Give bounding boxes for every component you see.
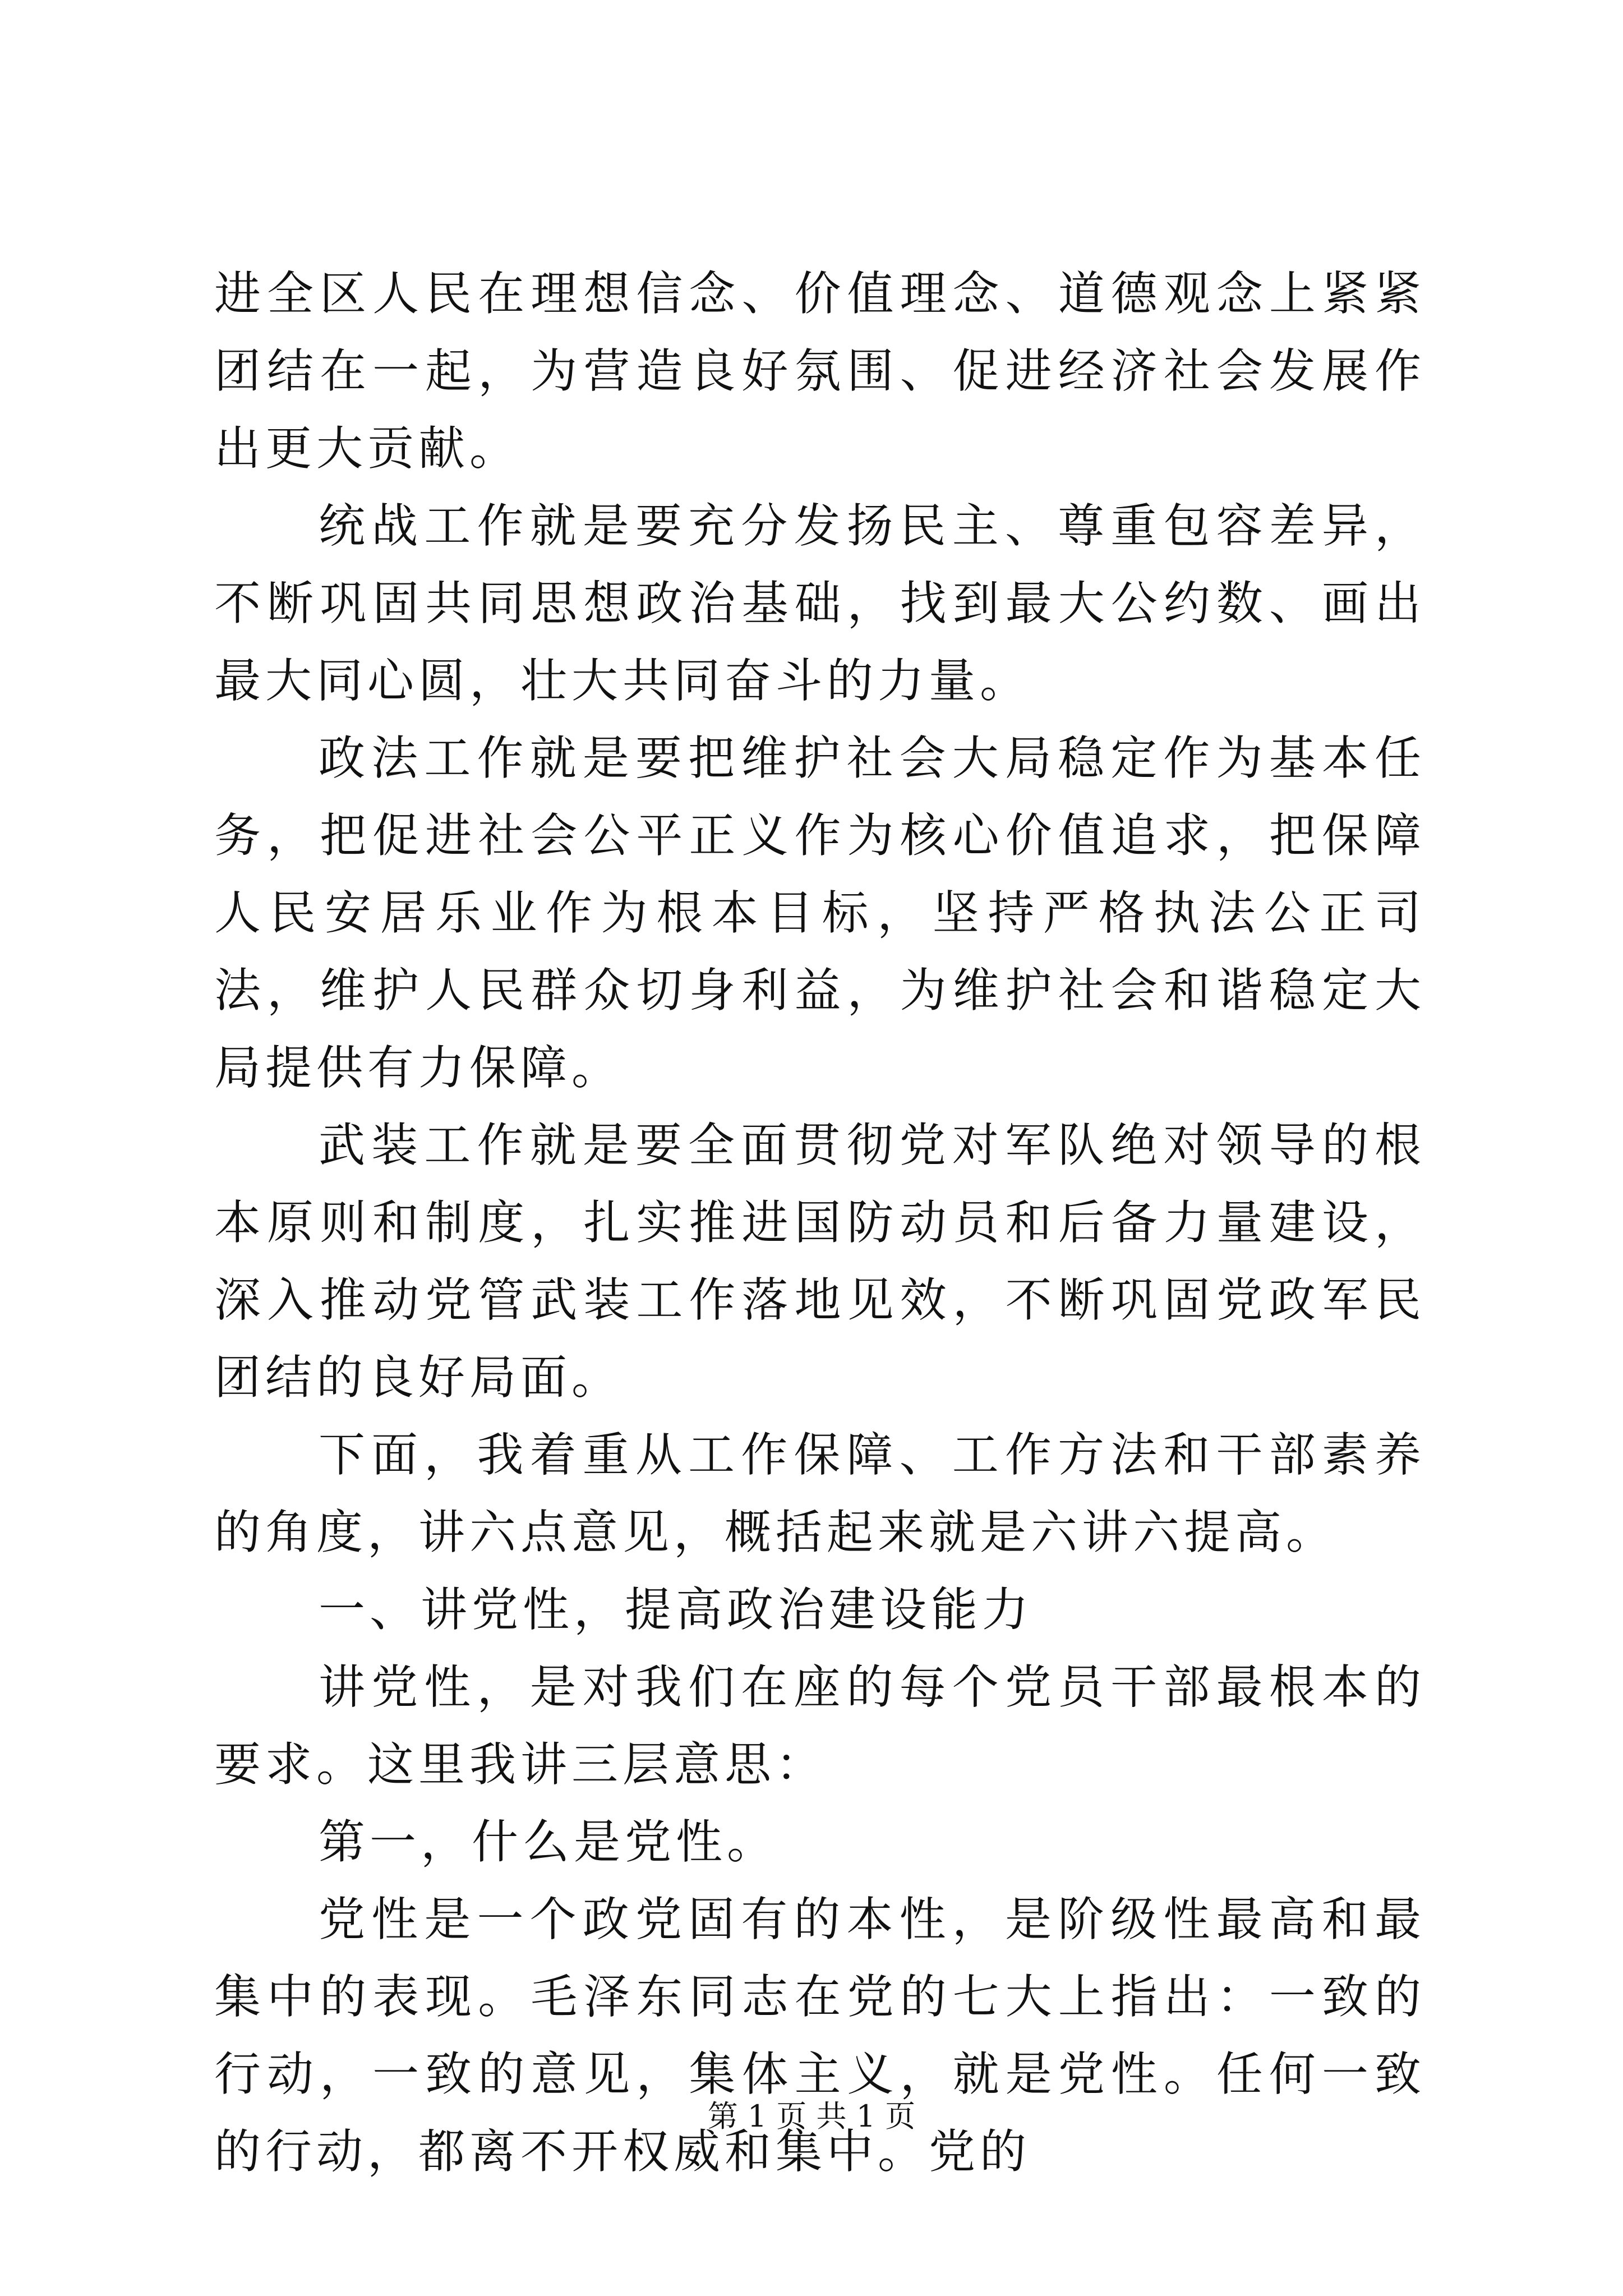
section-heading: 一、讲党性，提高政治建设能力 [319,1582,1033,1637]
document-body [214,255,1426,2191]
paragraph: 党性是一个政党固有的本性，是阶级性最高和最集中的表现。毛泽东同志在党的七大上指出：一致的行动，一致的意见，集体主义，就是党性。任何一致的行动，都离不开权威和集中。党的 [214,1892,1426,2179]
paragraph: 武装工作就是要全面贯彻党对军队绝对领导的根本原则和制度，扎实推进国防动员和后备力量建设，深入推动党管武装工作落地见效，不断巩固党政军民团结的良好局面。 [214,1118,1426,1405]
paragraph: 政法工作就是要把维护社会大局稳定作为基本任务，把促进社会公平正义作为核心价值追求，把保障人民安居乐业作为根本目标，坚持严格执法公正司法，维护人民群众切身利益，为维护社会和谐稳定大局提供有力保障。 [214,731,1426,1095]
paragraph: 讲党性，是对我们在座的每个党员干部最根本的要求。这里我讲三层意思： [214,1660,1426,1792]
page-number-footer: 第 1 页 共 1 页 [707,2099,916,2134]
paragraph: 进全区人民在理想信念、价值理念、道德观念上紧紧团结在一起，为营造良好氛围、促进经济社会发展作出更大贡献。 [214,266,1426,476]
paragraph: 统战工作就是要充分发扬民主、尊重包容差异，不断巩固共同思想政治基础，找到最大公约数、画出最大同心圆，壮大共同奋斗的力量。 [214,499,1426,708]
paragraph: 下面，我着重从工作保障、工作方法和干部素养的角度，讲六点意见，概括起来就是六讲六提高。 [214,1428,1426,1559]
paragraph: 第一，什么是党性。 [319,1815,778,1869]
